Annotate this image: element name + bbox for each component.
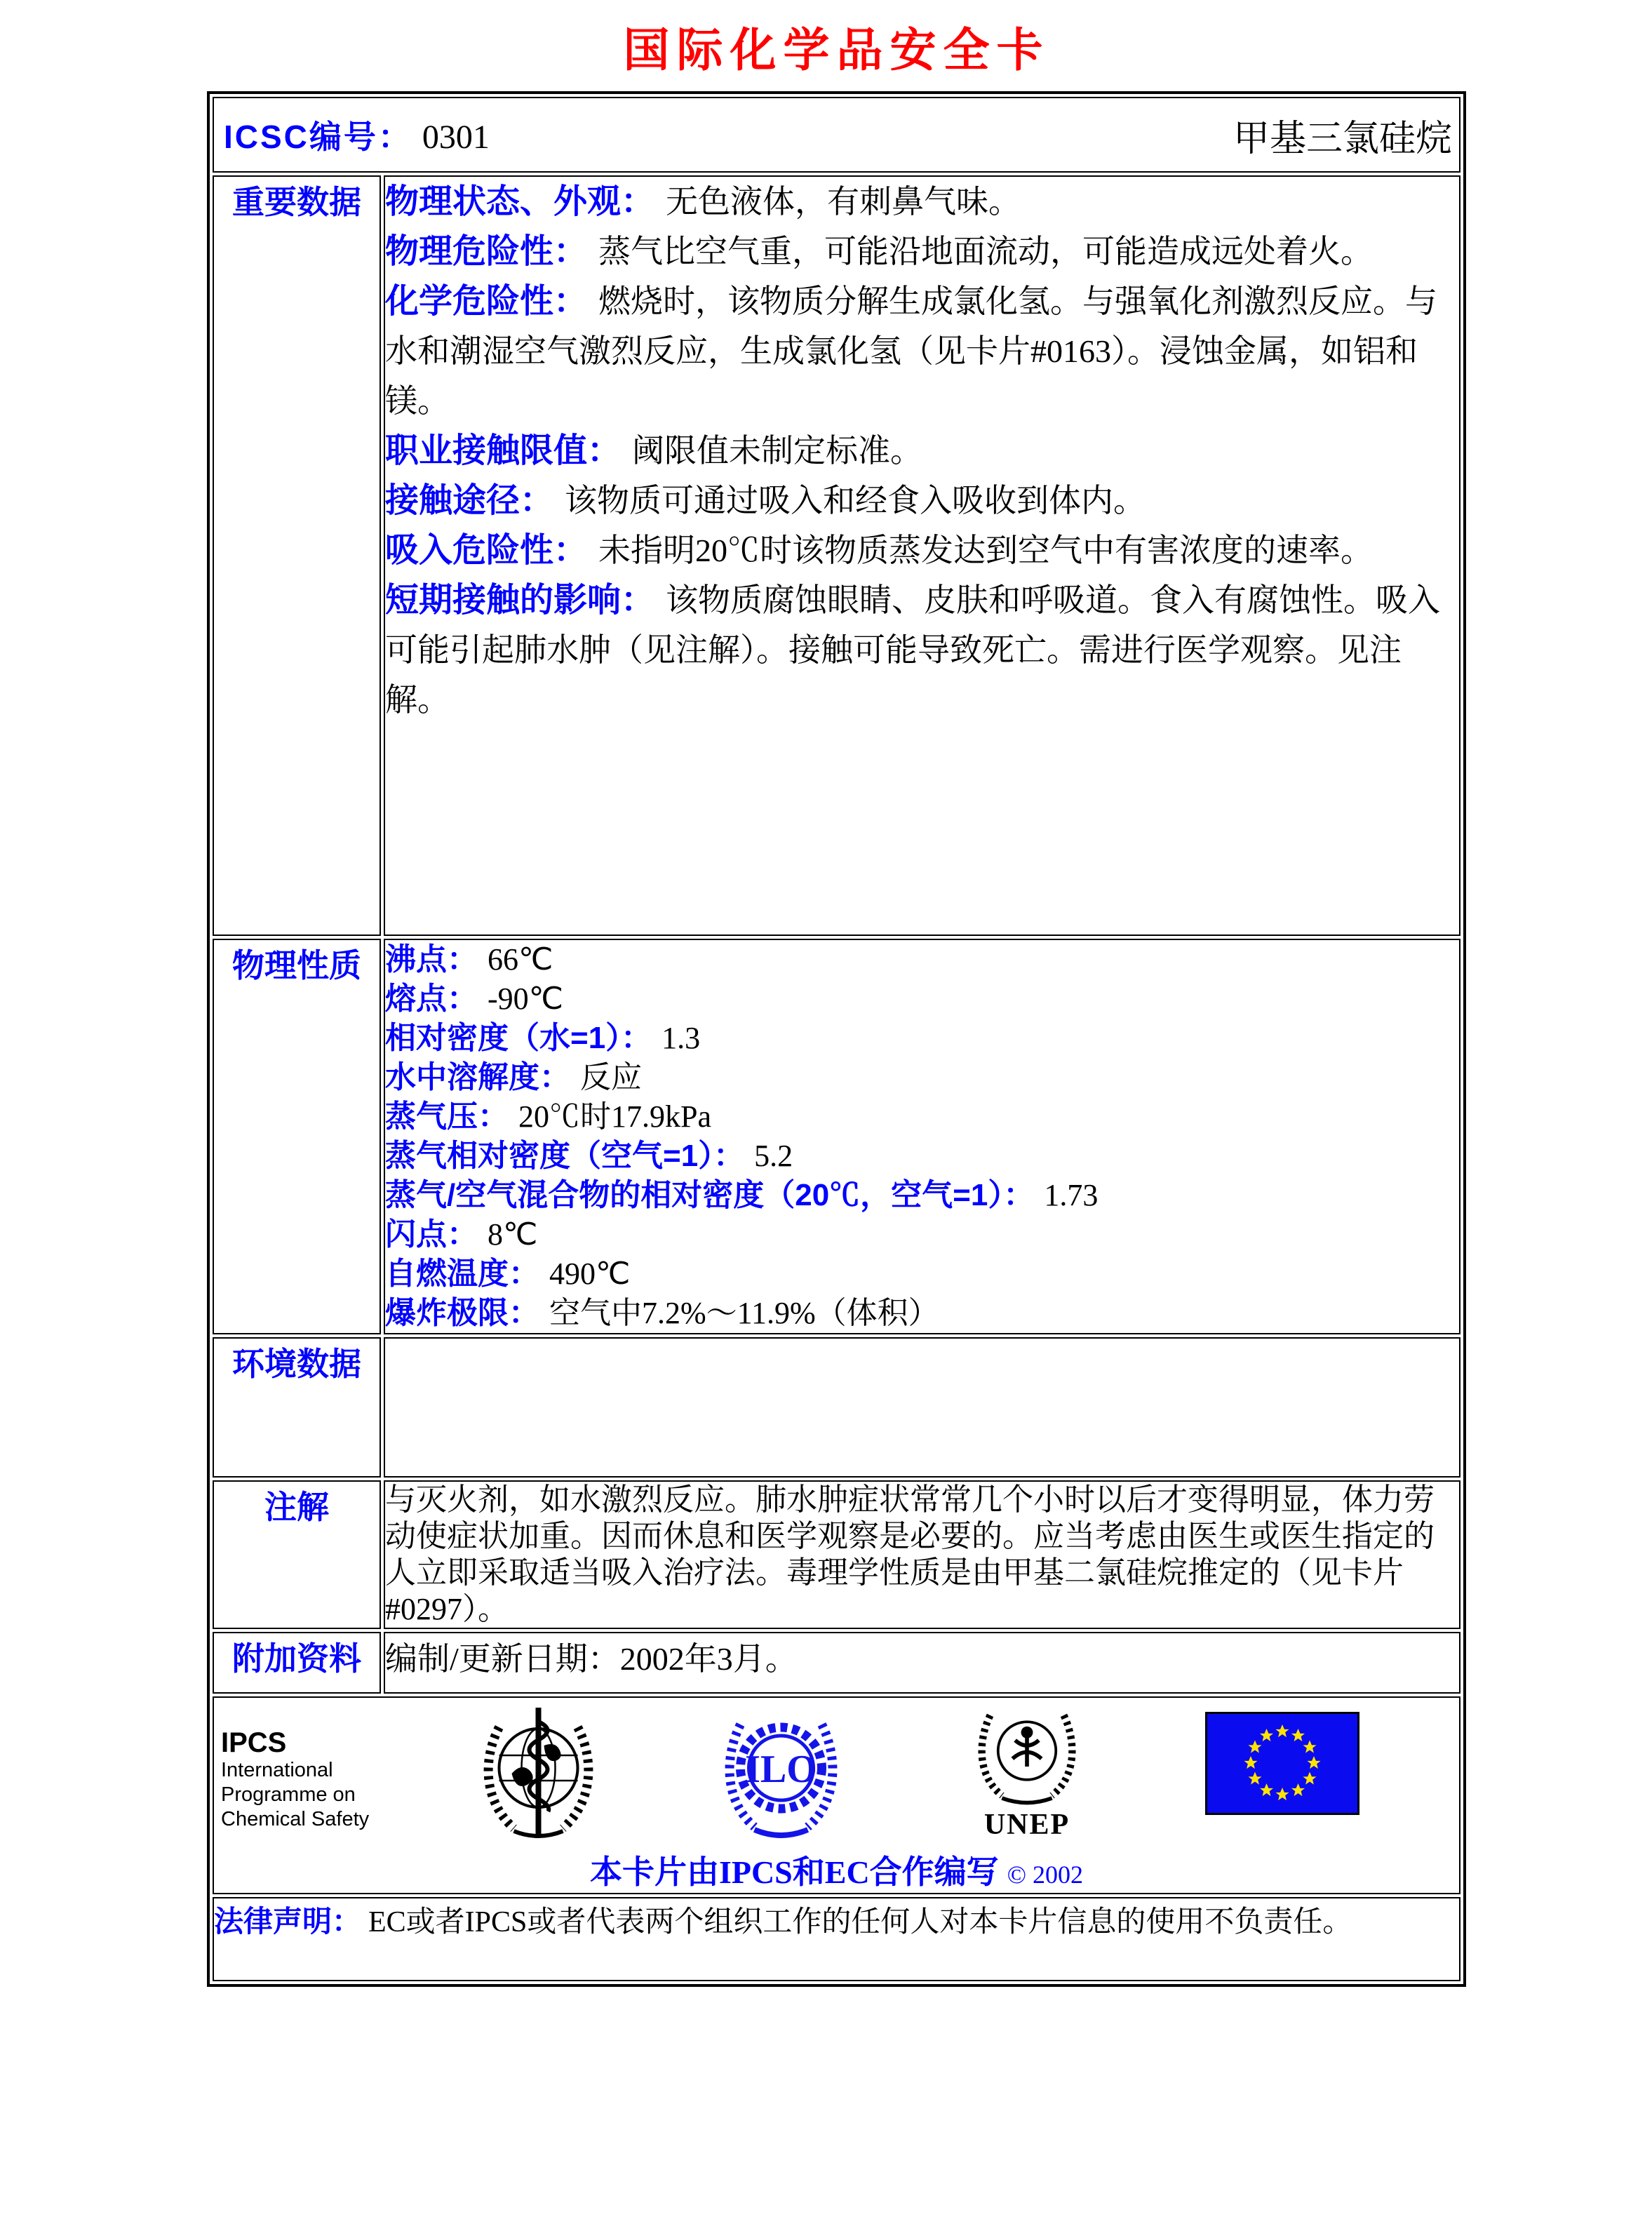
credit-text: 本卡片由IPCS和EC合作编写	[589, 1854, 999, 1890]
property-item	[385, 1254, 1459, 1294]
header-row	[213, 97, 1460, 173]
credit-line	[214, 1847, 1459, 1893]
item-label: 闪点：	[385, 1217, 478, 1252]
important-data-section-label: 重要数据	[213, 175, 381, 936]
item-label: 吸入危险性：	[385, 532, 588, 569]
important-item	[385, 426, 1459, 476]
physical-properties-row	[213, 939, 1460, 1334]
item-label: 相对密度（水=1）：	[385, 1021, 652, 1055]
item-value: 66℃	[488, 942, 553, 977]
important-item	[385, 525, 1459, 575]
item-label: 熔点：	[385, 982, 478, 1016]
item-value: 空气中7.2%～11.9%（体积）	[549, 1296, 939, 1330]
item-value: 490℃	[549, 1257, 631, 1291]
important-data-row	[213, 175, 1460, 936]
legal-row	[213, 1897, 1460, 1981]
environmental-data-row	[213, 1337, 1460, 1478]
important-item	[385, 276, 1459, 426]
item-label: 接触途径：	[385, 482, 554, 519]
ilo-logo-icon	[716, 1703, 846, 1844]
important-data-content	[384, 175, 1460, 936]
property-item	[385, 1215, 1459, 1254]
header-cell	[213, 97, 1460, 173]
item-label: 爆炸极限：	[385, 1296, 539, 1330]
item-label: 蒸气相对密度（空气=1）：	[385, 1139, 745, 1173]
ipcs-line: Chemical Safety	[221, 1808, 370, 1830]
item-value: 反应	[580, 1060, 642, 1094]
property-item	[385, 979, 1459, 1019]
important-item	[385, 227, 1459, 276]
logos-row	[213, 1696, 1460, 1894]
physical-properties-content	[384, 939, 1460, 1334]
property-item	[385, 1294, 1459, 1333]
item-value: 1.73	[1044, 1178, 1099, 1212]
item-value: 该物质腐蚀眼睛、皮肤和呼吸道。食入有腐蚀性。吸入可能引起肺水肿（见注解）。接触可能导致死亡。需进行医学观察。见注解。	[385, 582, 1441, 718]
additional-info-row	[213, 1632, 1460, 1694]
item-value: 8℃	[488, 1217, 538, 1252]
legal-label: 法律声明：	[214, 1905, 362, 1938]
eu-flag-icon	[1205, 1712, 1359, 1815]
legal-text: EC或者IPCS或者代表两个组织工作的任何人对本卡片信息的使用不负责任。	[368, 1906, 1352, 1938]
ilo-monogram: ILO	[745, 1748, 817, 1791]
important-item	[385, 177, 1459, 227]
item-value: 该物质可通过吸入和经食入吸收到体内。	[565, 483, 1146, 518]
important-item	[385, 476, 1459, 525]
item-value: 阈限值未制定标准。	[632, 433, 923, 469]
item-label: 物理危险性：	[385, 233, 588, 270]
environmental-data-section-label: 环境数据	[213, 1337, 381, 1478]
icsc-number-value: 0301	[422, 119, 490, 156]
who-logo-icon	[474, 1703, 603, 1844]
item-label: 职业接触限值：	[385, 432, 622, 469]
notes-content: 与灭火剂，如水激烈反应。肺水肿症状常常几个小时以后才变得明显，体力劳动使症状加重。因而休息和医学观察是必要的。应当考虑由医生或医生指定的人立即采取适当吸入治疗法。毒理学性质是由甲基二氯硅烷推定的（见卡片#0297）。	[384, 1480, 1460, 1629]
icsc-card-table	[207, 91, 1466, 1987]
unep-logo-icon	[967, 1703, 1087, 1809]
property-item	[385, 1097, 1459, 1137]
item-value: 蒸气比空气重，可能沿地面流动，可能造成远处着火。	[598, 234, 1374, 269]
item-label: 水中溶解度：	[385, 1060, 570, 1094]
item-label: 短期接触的影响：	[385, 582, 655, 619]
item-value: 1.3	[662, 1021, 701, 1055]
ipcs-name: IPCS	[221, 1727, 287, 1758]
ipcs-text-block	[221, 1703, 396, 1832]
legal-cell	[213, 1897, 1460, 1981]
credit-year: © 2002	[1007, 1861, 1084, 1889]
item-value: -90℃	[488, 982, 564, 1016]
item-label: 物理状态、外观：	[385, 183, 655, 220]
physical-properties-section-label: 物理性质	[213, 939, 381, 1334]
ipcs-line: International	[221, 1759, 333, 1781]
icsc-number-label: ICSC编号：	[224, 119, 412, 155]
notes-row	[213, 1480, 1460, 1629]
unep-caption: UNEP	[983, 1809, 1070, 1841]
icsc-number-group	[224, 112, 490, 158]
item-value: 燃烧时，该物质分解生成氯化氢。与强氧化剂激烈反应。与水和潮湿空气激烈反应，生成氯化氢（见卡片#0163）。浸蚀金属，如铝和镁。	[385, 283, 1438, 419]
item-value: 未指明20℃时该物质蒸发达到空气中有害浓度的速率。	[598, 532, 1374, 568]
item-value: 5.2	[754, 1139, 793, 1173]
property-item	[385, 1176, 1459, 1215]
property-item	[385, 940, 1459, 979]
item-label: 自燃温度：	[385, 1257, 539, 1291]
logos-cell	[213, 1696, 1460, 1894]
additional-info-section-label: 附加资料	[213, 1632, 381, 1694]
item-label: 沸点：	[385, 942, 478, 977]
property-item	[385, 1137, 1459, 1176]
ipcs-line: Programme on	[221, 1783, 356, 1806]
item-value: 20℃时17.9kPa	[518, 1099, 711, 1134]
page-title: 国际化学品安全卡	[623, 24, 1050, 76]
notes-section-label: 注解	[213, 1480, 381, 1629]
environmental-data-content	[384, 1337, 1460, 1478]
item-label: 蒸气压：	[385, 1099, 509, 1134]
important-item	[385, 575, 1459, 725]
additional-info-content: 编制/更新日期：2002年3月。	[384, 1632, 1460, 1694]
item-label: 蒸气/空气混合物的相对密度（20℃，空气=1）：	[385, 1178, 1035, 1212]
item-value: 无色液体，有刺鼻气味。	[666, 184, 1021, 220]
unep-logo-block	[964, 1703, 1090, 1840]
property-item	[385, 1058, 1459, 1097]
chemical-name: 甲基三氯硅烷	[1233, 119, 1452, 159]
item-label: 化学危险性：	[385, 283, 588, 320]
property-item	[385, 1019, 1459, 1058]
